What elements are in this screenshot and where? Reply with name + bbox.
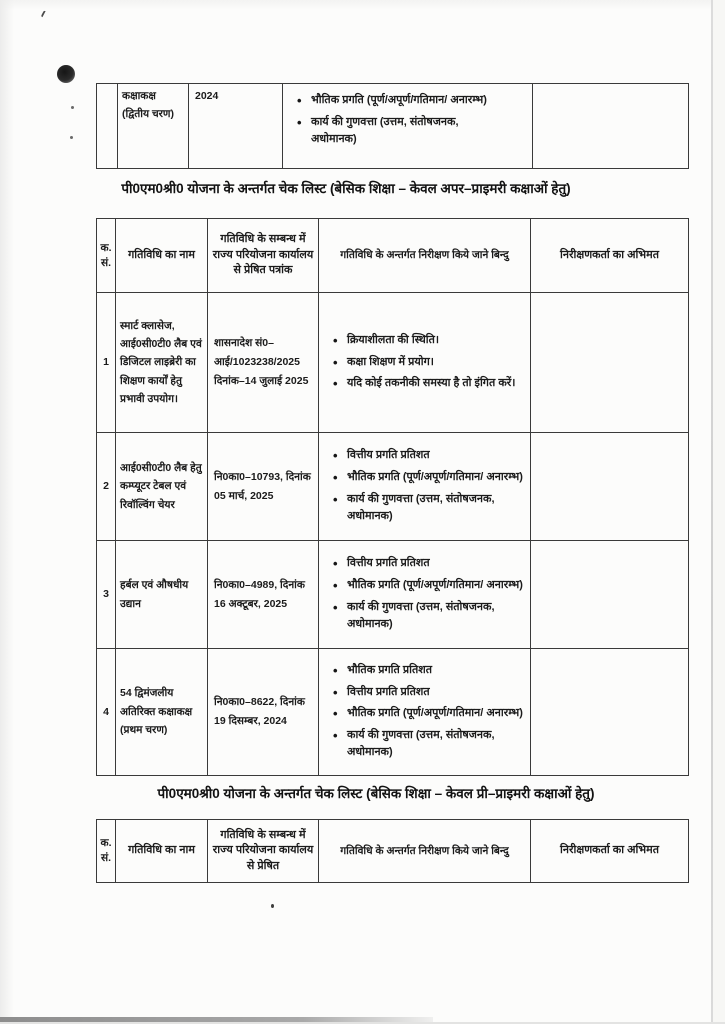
- punch-hole-dot: [57, 65, 75, 83]
- cell-inspection-points: [319, 433, 531, 541]
- header-inspection-points: गतिविधि के अन्तर्गत निरीक्षण किये जाने बिन्दु: [319, 219, 531, 293]
- cell-serial: [97, 84, 118, 169]
- table-row: [97, 649, 689, 776]
- continuation-table: [96, 83, 689, 169]
- inspection-point-item: • भौतिक प्रगति (पूर्ण/अपूर्ण/गतिमान/ अनारम्भ): [333, 705, 525, 723]
- section-heading-upper-primary: पी0एम0श्री0 योजना के अन्तर्गत चेक लिस्ट (बेसिक शिक्षा – केवल अपर–प्राइमरी कक्षाओं हेतु): [121, 181, 571, 196]
- scan-speck: [71, 106, 74, 109]
- cell-inspection-points: [319, 541, 531, 649]
- table-header-row: [97, 820, 689, 883]
- inspection-point-item: • वित्तीय प्रगति प्रतिशत: [333, 555, 525, 573]
- header-activity-name: गतिविधि का नाम: [116, 219, 208, 293]
- cell-letter-ref: 2024: [189, 84, 283, 169]
- inspection-point-item: • कार्य की गुणवत्ता (उत्तम, संतोषजनक, अधोमानक): [333, 727, 525, 762]
- cell-letter-ref: नि0का0–8622, दिनांक 19 दिसम्बर, 2024: [208, 649, 319, 776]
- header-activity-name: गतिविधि का नाम: [116, 820, 208, 883]
- inspection-points-list: [297, 92, 489, 149]
- cell-opinion: [531, 293, 689, 433]
- section-heading-pre-primary: पी0एम0श्री0 योजना के अन्तर्गत चेक लिस्ट (बेसिक शिक्षा – केवल प्री–प्राइमरी कक्षाओं हेतु): [157, 786, 595, 801]
- cell-inspection-points: [283, 84, 533, 169]
- cell-letter-ref: शासनादेश सं0– आई/1023238/2025 दिनांक–14 जुलाई 2025: [208, 293, 319, 433]
- header-opinion: निरीक्षणकर्ता का अभिमत: [531, 219, 689, 293]
- cell-activity-name: 54 द्विमंजलीय अतिरिक्त कक्षाकक्ष (प्रथम चरण): [116, 649, 208, 776]
- inspection-point-item: • भौतिक प्रगति (पूर्ण/अपूर्ण/गतिमान/ अनारम्भ): [333, 577, 525, 595]
- table-row: [97, 541, 689, 649]
- header-inspection-points: गतिविधि के अन्तर्गत निरीक्षण किये जाने बिन्दु: [319, 820, 531, 883]
- pre-primary-table: [96, 819, 689, 883]
- inspection-point-item: • कार्य की गुणवत्ता (उत्तम, संतोषजनक, अधोमानक): [333, 599, 525, 634]
- table-row: [97, 84, 689, 169]
- inspection-point-item: • वित्तीय प्रगति प्रतिशत: [333, 447, 525, 465]
- scan-speck-mark: [41, 10, 49, 19]
- cell-opinion: [533, 84, 689, 169]
- header-opinion: निरीक्षणकर्ता का अभिमत: [531, 820, 689, 883]
- header-serial: क. सं.: [97, 820, 116, 883]
- cell-letter-ref: नि0का0–10793, दिनांक 05 मार्च, 2025: [208, 433, 319, 541]
- inspection-point-item: • यदि कोई तकनीकी समस्या है तो इंगित करें।: [333, 375, 525, 393]
- cell-letter-ref: नि0का0–4989, दिनांक 16 अक्टूबर, 2025: [208, 541, 319, 649]
- cell-serial: 1: [97, 293, 116, 433]
- upper-primary-table: [96, 218, 689, 776]
- paper-edge-strip: [713, 0, 725, 1024]
- cell-opinion: [531, 433, 689, 541]
- header-serial: क. सं.: [97, 219, 116, 293]
- inspection-points-list: [333, 332, 525, 393]
- table-header-row: [97, 219, 689, 293]
- cell-serial: 4: [97, 649, 116, 776]
- cell-serial: 3: [97, 541, 116, 649]
- inspection-points-list: [333, 662, 525, 762]
- scan-speck: [271, 904, 274, 908]
- table-row: [97, 293, 689, 433]
- cell-opinion: [531, 541, 689, 649]
- inspection-point-item: • क्रियाशीलता की स्थिति।: [333, 332, 525, 350]
- inspection-point-item: • कार्य की गुणवत्ता (उत्तम, संतोषजनक, अधोमानक): [297, 114, 489, 149]
- inspection-points-list: [333, 555, 525, 633]
- cell-activity-name: कक्षाकक्ष (द्वितीय चरण): [118, 84, 189, 169]
- cell-activity-name: आई0सी0टी0 लैब हेतु कम्प्यूटर टेबल एवं रिवॉल्विंग चेयर: [116, 433, 208, 541]
- header-letter-ref: गतिविधि के सम्बन्ध में राज्य परियोजना कार्यालय से प्रेषित: [208, 820, 319, 883]
- header-letter-ref: गतिविधि के सम्बन्ध में राज्य परियोजना कार्यालय से प्रेषित पत्रांक: [208, 219, 319, 293]
- inspection-point-item: • कार्य की गुणवत्ता (उत्तम, संतोषजनक, अधोमानक): [333, 491, 525, 526]
- cell-serial: 2: [97, 433, 116, 541]
- table-row: [97, 433, 689, 541]
- inspection-points-list: [333, 447, 525, 525]
- cell-opinion: [531, 649, 689, 776]
- inspection-point-item: • वित्तीय प्रगति प्रतिशत: [333, 684, 525, 702]
- cell-activity-name: हर्बल एवं औषधीय उद्यान: [116, 541, 208, 649]
- inspection-point-item: • कक्षा शिक्षण में प्रयोग।: [333, 354, 525, 372]
- cell-activity-name: स्मार्ट क्लासेज, आई0सी0टी0 लैब एवं डिजिटल लाइब्रेरी का शिक्षण कार्यों हेतु प्रभावी उपयोग।: [116, 293, 208, 433]
- cell-inspection-points: [319, 293, 531, 433]
- inspection-point-item: • भौतिक प्रगति (पूर्ण/अपूर्ण/गतिमान/ अनारम्भ): [333, 469, 525, 487]
- inspection-point-item: • भौतिक प्रगति प्रतिशत: [333, 662, 525, 680]
- inspection-point-item: • भौतिक प्रगति (पूर्ण/अपूर्ण/गतिमान/ अनारम्भ): [297, 92, 489, 110]
- scan-speck: [70, 136, 73, 139]
- cell-inspection-points: [319, 649, 531, 776]
